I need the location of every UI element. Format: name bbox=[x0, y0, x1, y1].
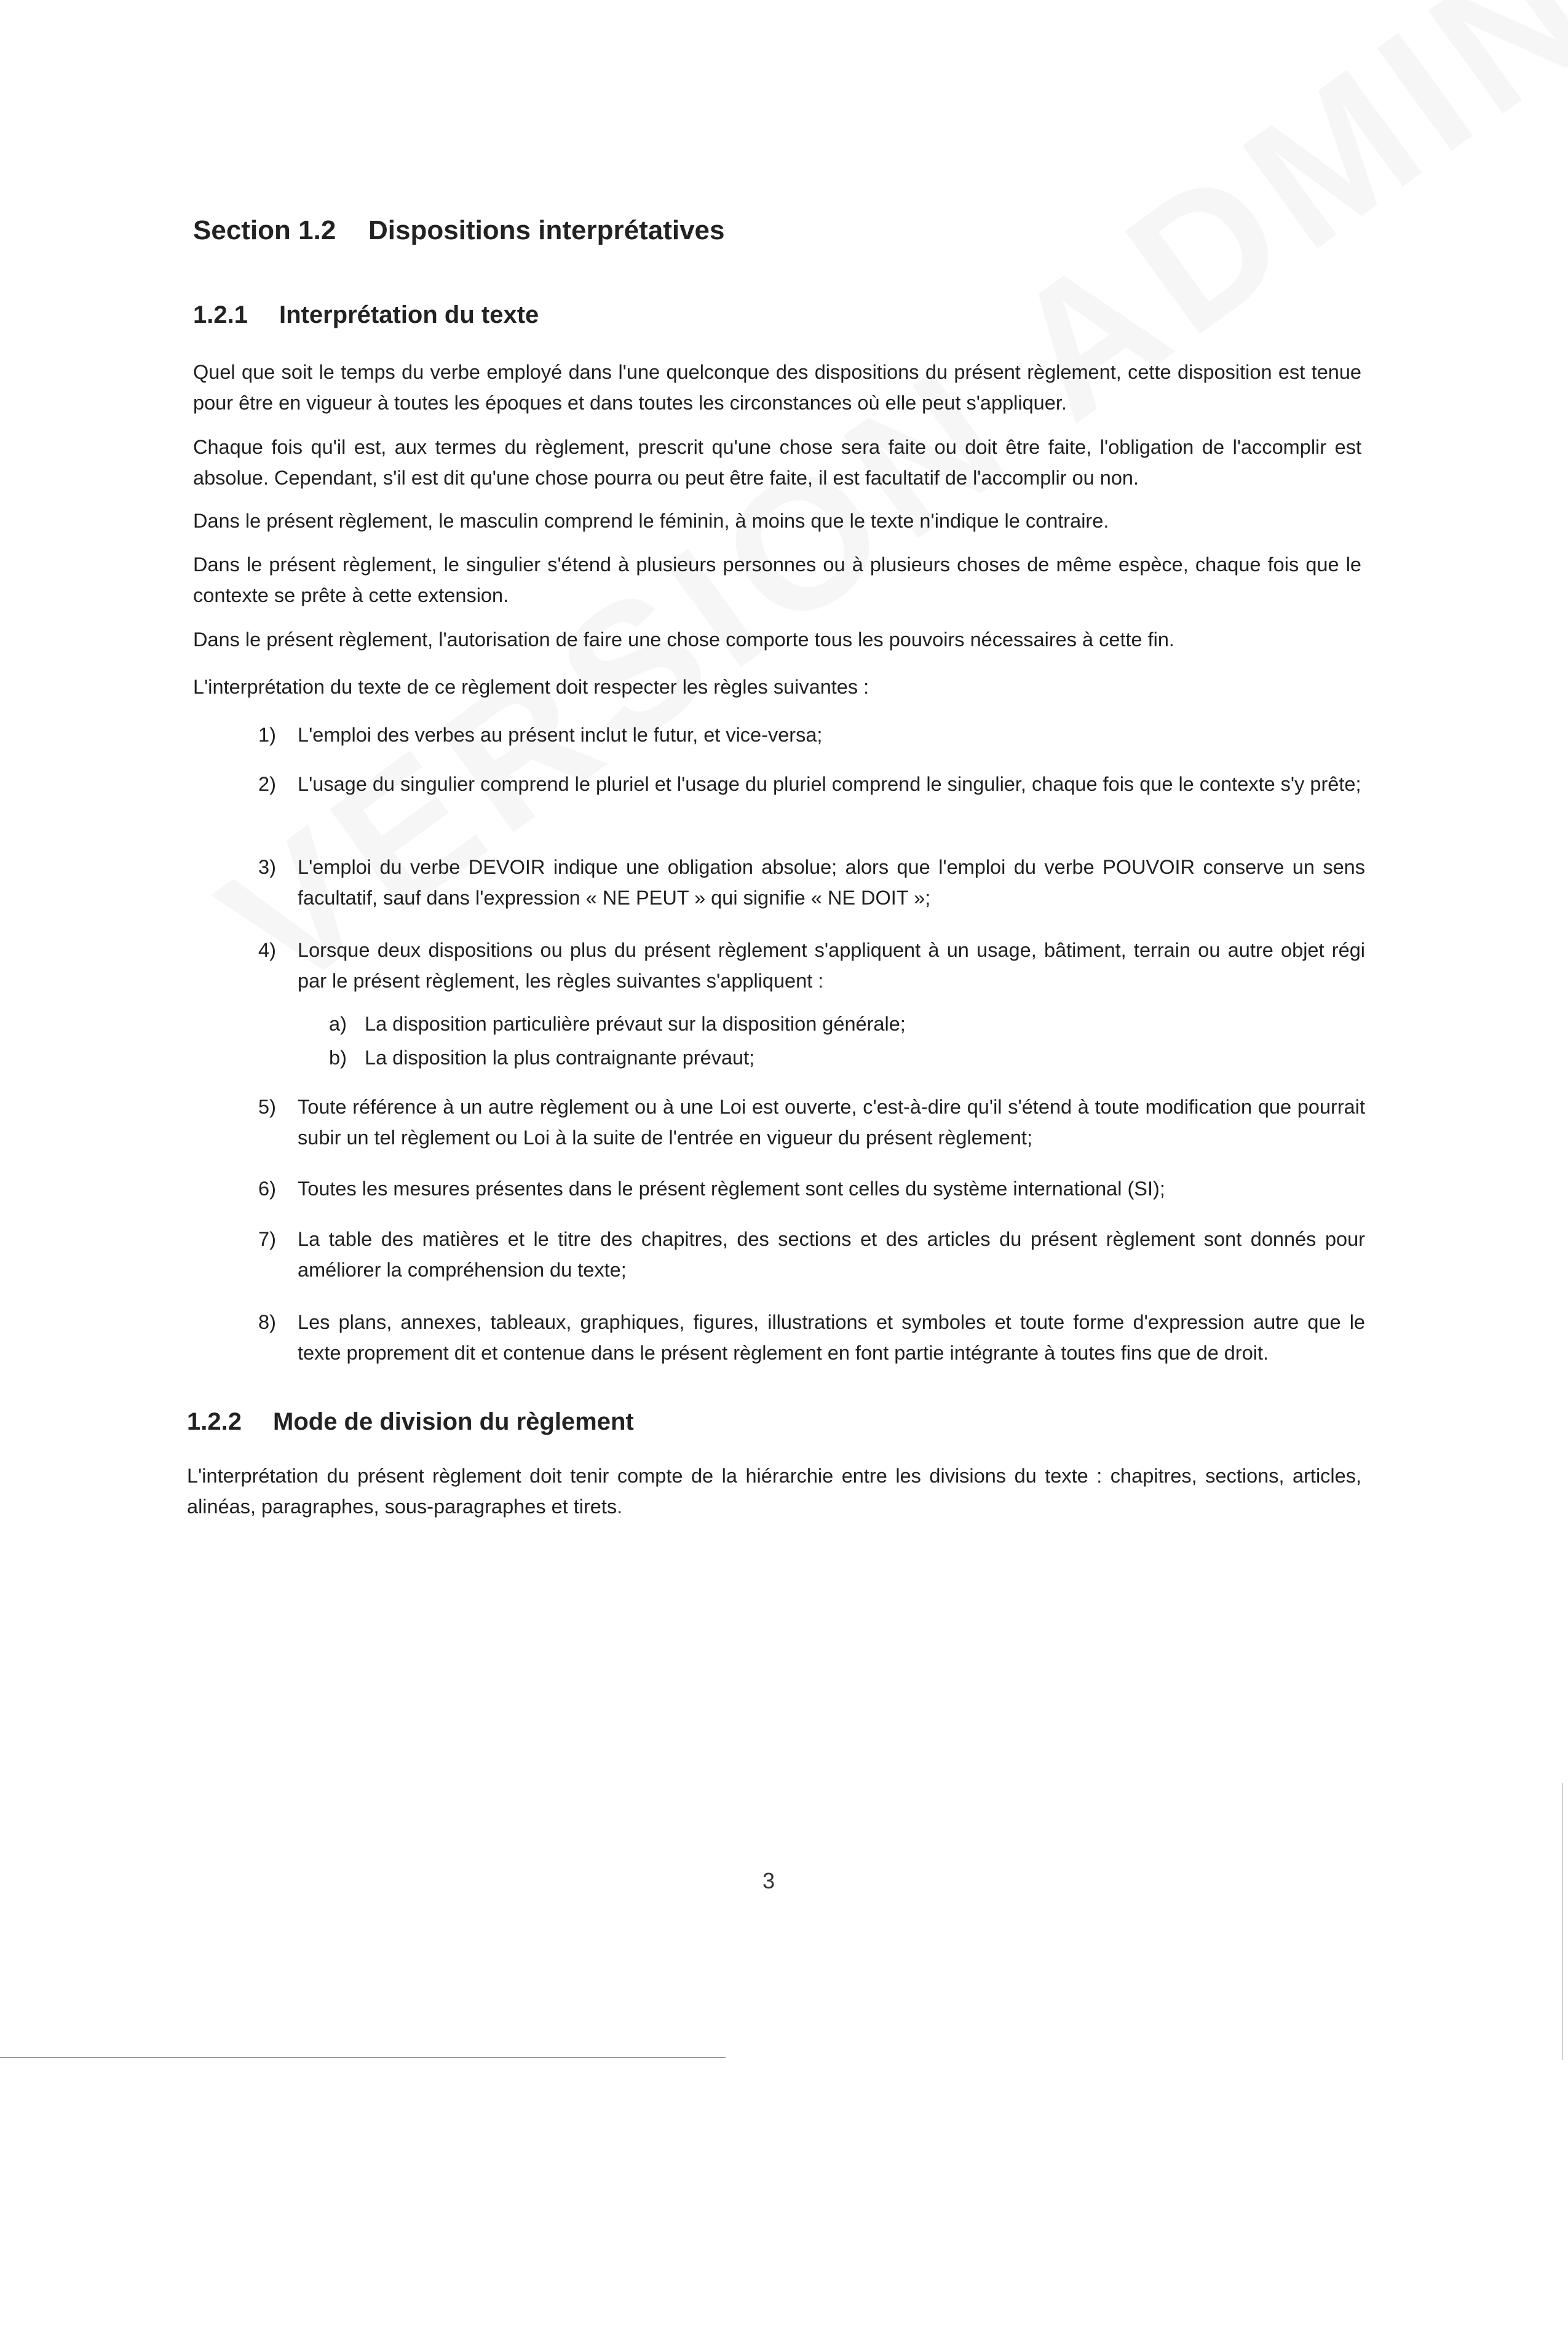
sub-list-item bbox=[329, 1008, 1313, 1039]
subsection-number: 1.2.2 bbox=[187, 1408, 242, 1435]
list-text: Toutes les mesures présentes dans le présent règlement sont celles du système international (SI); bbox=[298, 1178, 1165, 1200]
list-text: Les plans, annexes, tableaux, graphiques, figures, illustrations et symboles et toute forme d'expression autre que le texte proprement dit et contenue dans le présent règlement en font partie intégrante à toutes fins que de droit. bbox=[298, 1311, 1365, 1364]
list-item bbox=[258, 1224, 1365, 1285]
list-item bbox=[258, 769, 1365, 799]
paragraph: L'interprétation du texte de ce règlement doit respecter les règles suivantes : bbox=[193, 676, 869, 698]
sub-list-text: La disposition particulière prévaut sur la disposition générale; bbox=[365, 1013, 906, 1035]
scan-edge-line bbox=[0, 2057, 726, 2058]
paragraph: Dans le présent règlement, le singulier s'étend à plusieurs personnes ou à plusieurs choses de même espèce, chaque fois que le contexte se prête à cette extension. bbox=[193, 553, 1361, 606]
paragraph: Dans le présent règlement, l'autorisation de faire une chose comporte tous les pouvoirs nécessaires à cette fin. bbox=[193, 628, 1174, 651]
sub-list-text: La disposition la plus contraignante prévaut; bbox=[365, 1047, 755, 1069]
list-text: L'emploi du verbe DEVOIR indique une obligation absolue; alors que l'emploi du verbe POUVOIR conserve un sens facultatif, sauf dans l'expression « NE PEUT » qui signifie « NE DOIT »; bbox=[298, 856, 1365, 909]
list-marker: 3) bbox=[258, 856, 276, 878]
section-number: Section 1.2 bbox=[193, 215, 336, 245]
subsection-heading-1-2-1 bbox=[193, 301, 539, 329]
paragraph: Quel que soit le temps du verbe employé dans l'une quelconque des dispositions du présent règlement, cette disposition est tenue pour être en vigueur à toutes les époques et dans toutes les circonstances où elle peut s'appliquer. bbox=[193, 361, 1361, 414]
paragraph: Dans le présent règlement, le masculin comprend le féminin, à moins que le texte n'indique le contraire. bbox=[193, 510, 1109, 532]
list-item bbox=[258, 935, 1365, 996]
list-text: Toute référence à un autre règlement ou à une Loi est ouverte, c'est-à-dire qu'il s'étend à toute modification que pourrait subir un tel règlement ou Loi à la suite de l'entrée en vigueur du présent règlement; bbox=[298, 1096, 1365, 1149]
scan-edge-shadow bbox=[1562, 1783, 1563, 2060]
subsection-title: Mode de division du règlement bbox=[273, 1408, 634, 1435]
list-text: L'usage du singulier comprend le pluriel et l'usage du pluriel comprend le singulier, chaque fois que le contexte s'y prête; bbox=[298, 773, 1361, 795]
list-marker: 4) bbox=[258, 939, 276, 961]
list-marker: 1) bbox=[258, 724, 276, 746]
sub-list-marker: b) bbox=[329, 1047, 347, 1069]
list-marker: 2) bbox=[258, 773, 276, 795]
list-item bbox=[258, 852, 1365, 913]
paragraph: L'interprétation du présent règlement doit tenir compte de la hiérarchie entre les divisions du texte : chapitres, sections, articles, alinéas, paragraphes, sous-paragraphes et tirets. bbox=[187, 1465, 1361, 1518]
list-marker: 6) bbox=[258, 1178, 276, 1200]
list-text: L'emploi des verbes au présent inclut le futur, et vice-versa; bbox=[298, 724, 823, 746]
list-text: Lorsque deux dispositions ou plus du présent règlement s'appliquent à un usage, bâtiment, terrain ou autre objet régi par le présent règlement, les règles suivantes s'appliquent : bbox=[298, 939, 1365, 992]
list-marker: 7) bbox=[258, 1228, 276, 1250]
list-marker: 8) bbox=[258, 1311, 276, 1333]
list-item bbox=[258, 719, 1365, 750]
sub-list-marker: a) bbox=[329, 1013, 347, 1035]
subsection-number: 1.2.1 bbox=[193, 301, 248, 328]
section-heading bbox=[193, 215, 724, 246]
page-number: 3 bbox=[762, 1868, 775, 1893]
paragraph: Chaque fois qu'il est, aux termes du règlement, prescrit qu'une chose sera faite ou doit être faite, l'obligation de l'accomplir est absolue. Cependant, s'il est dit qu'une chose pourra ou peut être faite, il est facultatif de l'accomplir ou non. bbox=[193, 436, 1361, 489]
list-marker: 5) bbox=[258, 1096, 276, 1118]
list-item bbox=[258, 1173, 1365, 1204]
subsection-heading-1-2-2 bbox=[187, 1408, 634, 1436]
list-item bbox=[258, 1091, 1365, 1153]
list-text: La table des matières et le titre des chapitres, des sections et des articles du présent règlement sont donnés pour améliorer la compréhension du texte; bbox=[298, 1228, 1365, 1281]
sub-list-item bbox=[329, 1042, 1313, 1073]
list-item bbox=[258, 1307, 1365, 1368]
section-title: Dispositions interprétatives bbox=[368, 215, 725, 245]
subsection-title: Interprétation du texte bbox=[279, 301, 539, 328]
